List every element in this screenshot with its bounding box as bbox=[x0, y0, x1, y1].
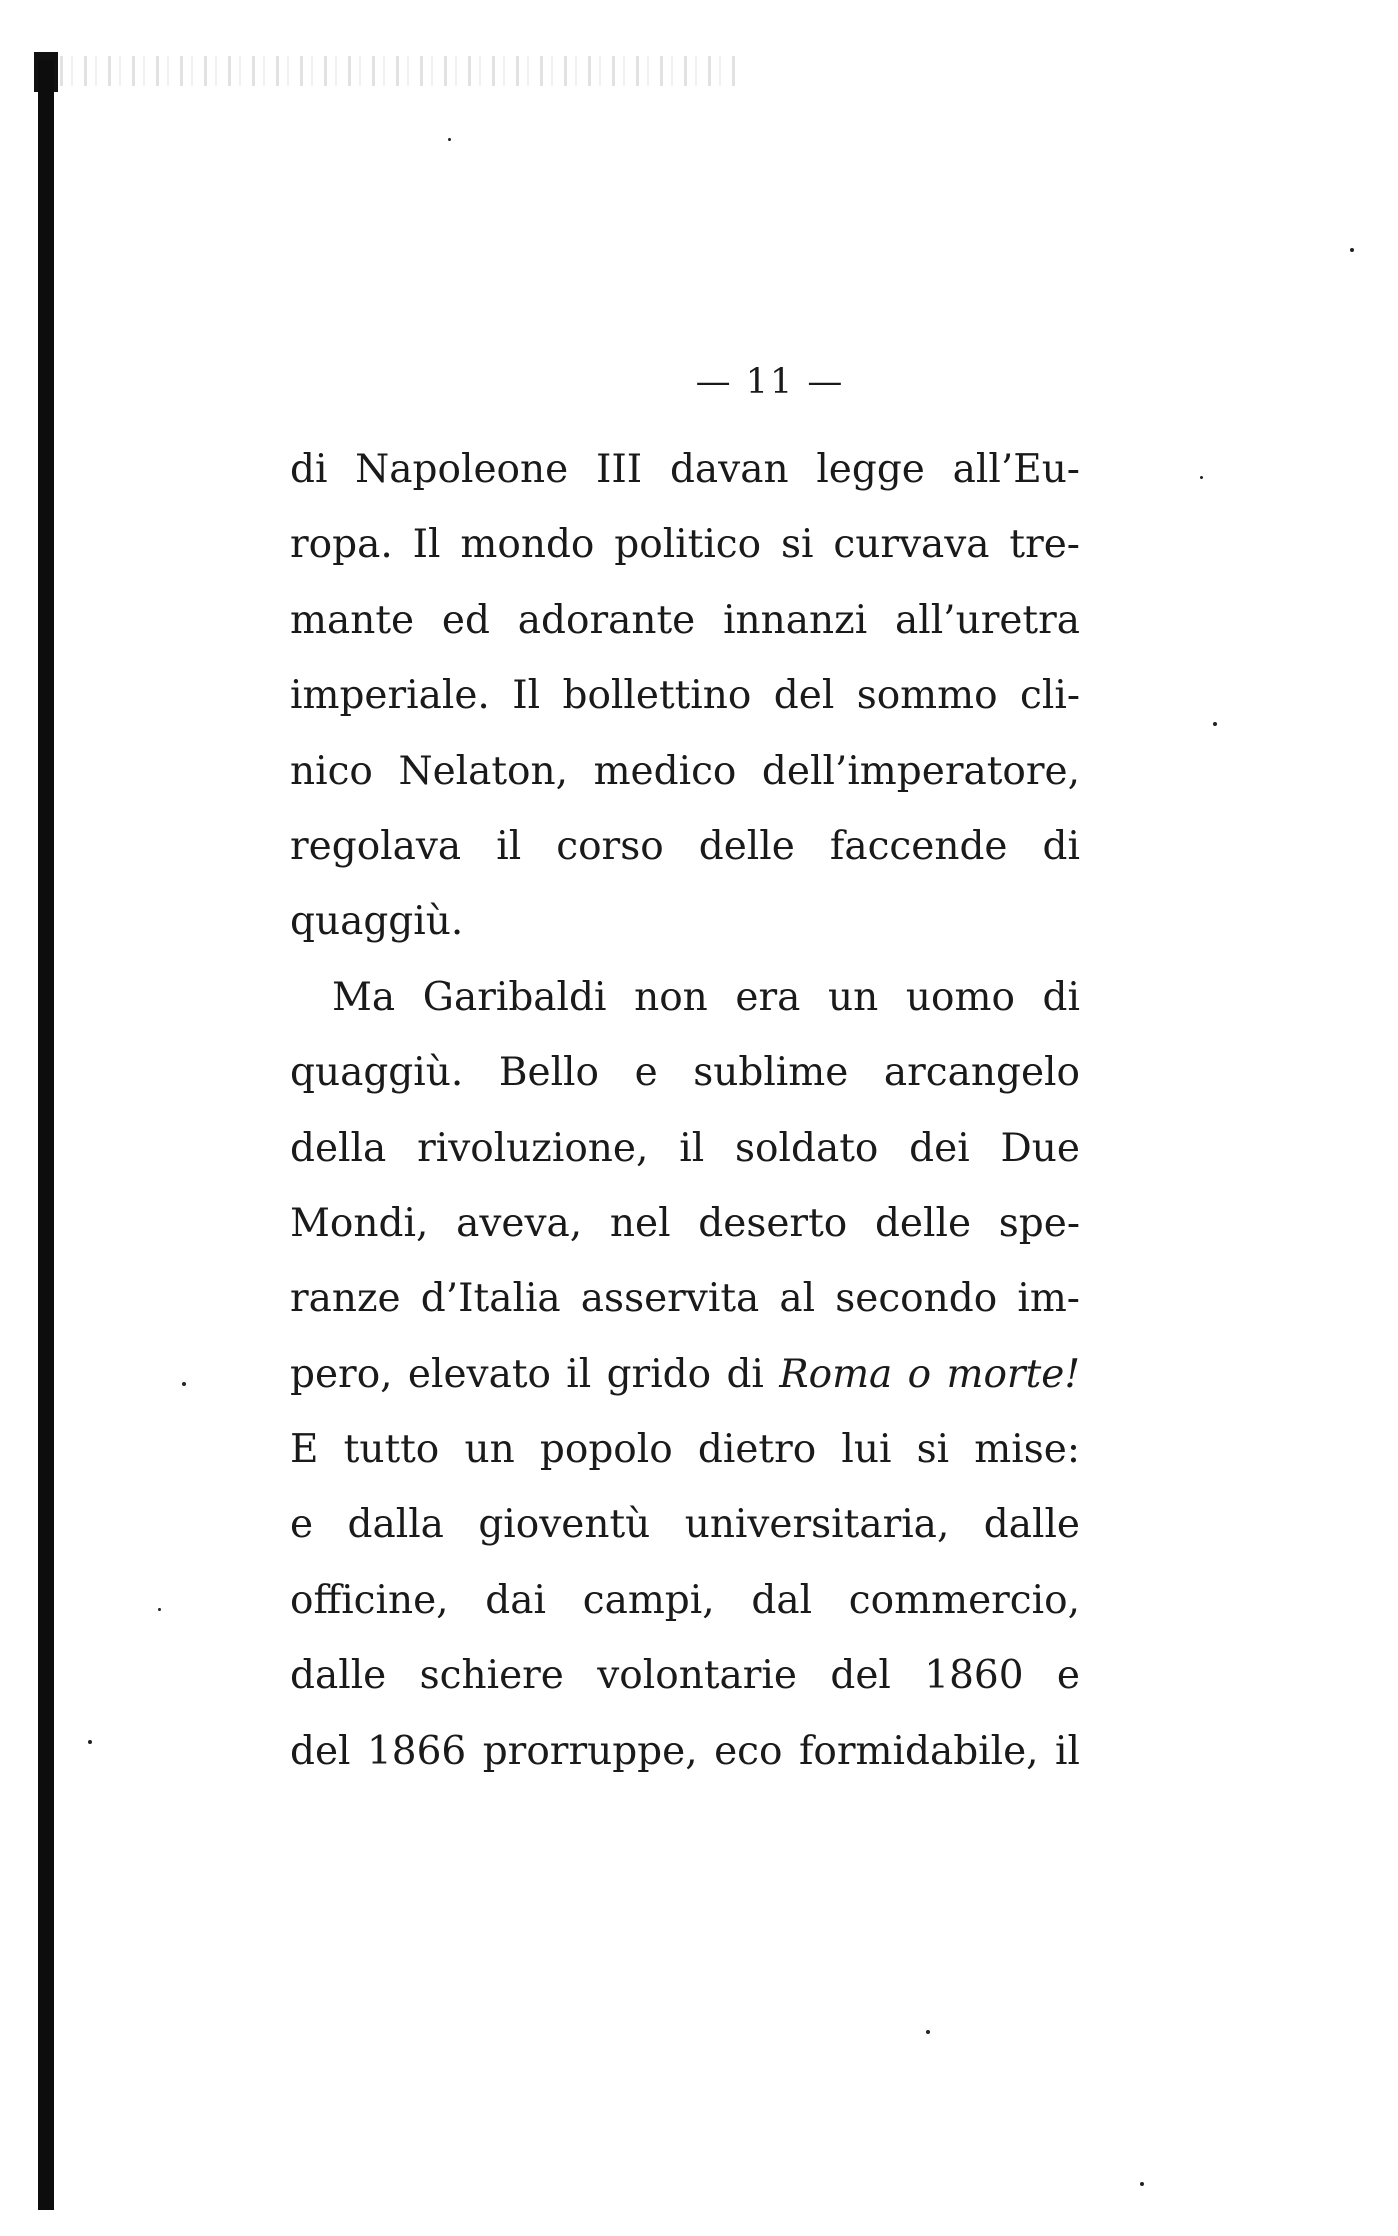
speck bbox=[182, 1382, 186, 1386]
page-body bbox=[290, 432, 1080, 1789]
text-line: ranze d’Italia asservita al secondo im- bbox=[290, 1276, 1080, 1322]
text-line: quaggiù. Bello e sublime arcangelo bbox=[290, 1050, 1080, 1096]
text-line-start: pero, elevato il grido di bbox=[290, 1351, 780, 1397]
speck bbox=[926, 2030, 930, 2034]
text-line: del 1866 prorruppe, eco formidabile, il bbox=[290, 1728, 1080, 1774]
text-line: e dalla gioventù universitaria, dalle bbox=[290, 1502, 1080, 1548]
scan-noise bbox=[60, 56, 740, 86]
text-line: ropa. Il mondo politico si curvava tre- bbox=[290, 522, 1080, 568]
speck bbox=[448, 138, 451, 141]
text-line: E tutto un popolo dietro lui si mise: bbox=[290, 1427, 1080, 1473]
text-line: Ma Garibaldi non era un uomo di bbox=[332, 974, 1080, 1020]
italic-phrase: Roma o morte! bbox=[779, 1351, 1080, 1397]
speck bbox=[1350, 248, 1354, 252]
speck bbox=[1200, 476, 1203, 479]
text-line: dalle schiere volontarie del 1860 e bbox=[290, 1653, 1080, 1699]
speck bbox=[1213, 722, 1217, 726]
page-number: — 11 — bbox=[695, 362, 845, 402]
text-line: della rivoluzione, il soldato dei Due bbox=[290, 1125, 1080, 1171]
text-line: officine, dai campi, dal commercio, bbox=[290, 1577, 1080, 1623]
text-line: regolava il corso delle faccende di bbox=[290, 823, 1080, 869]
text-line: quaggiù. bbox=[290, 899, 464, 945]
text-line: imperiale. Il bollettino del sommo cli- bbox=[290, 673, 1080, 719]
text-line bbox=[290, 1337, 1080, 1412]
speck bbox=[88, 1740, 92, 1744]
text-line: nico Nelaton, medico dell’imperatore, bbox=[290, 748, 1080, 794]
text-line: mante ed adorante innanzi all’uretra bbox=[290, 597, 1080, 643]
text-line: di Napoleone III davan legge all’Eu- bbox=[290, 447, 1080, 492]
text-line: Mondi, aveva, nel deserto delle spe- bbox=[290, 1200, 1080, 1246]
speck bbox=[1140, 2182, 1144, 2186]
speck bbox=[158, 1608, 161, 1611]
